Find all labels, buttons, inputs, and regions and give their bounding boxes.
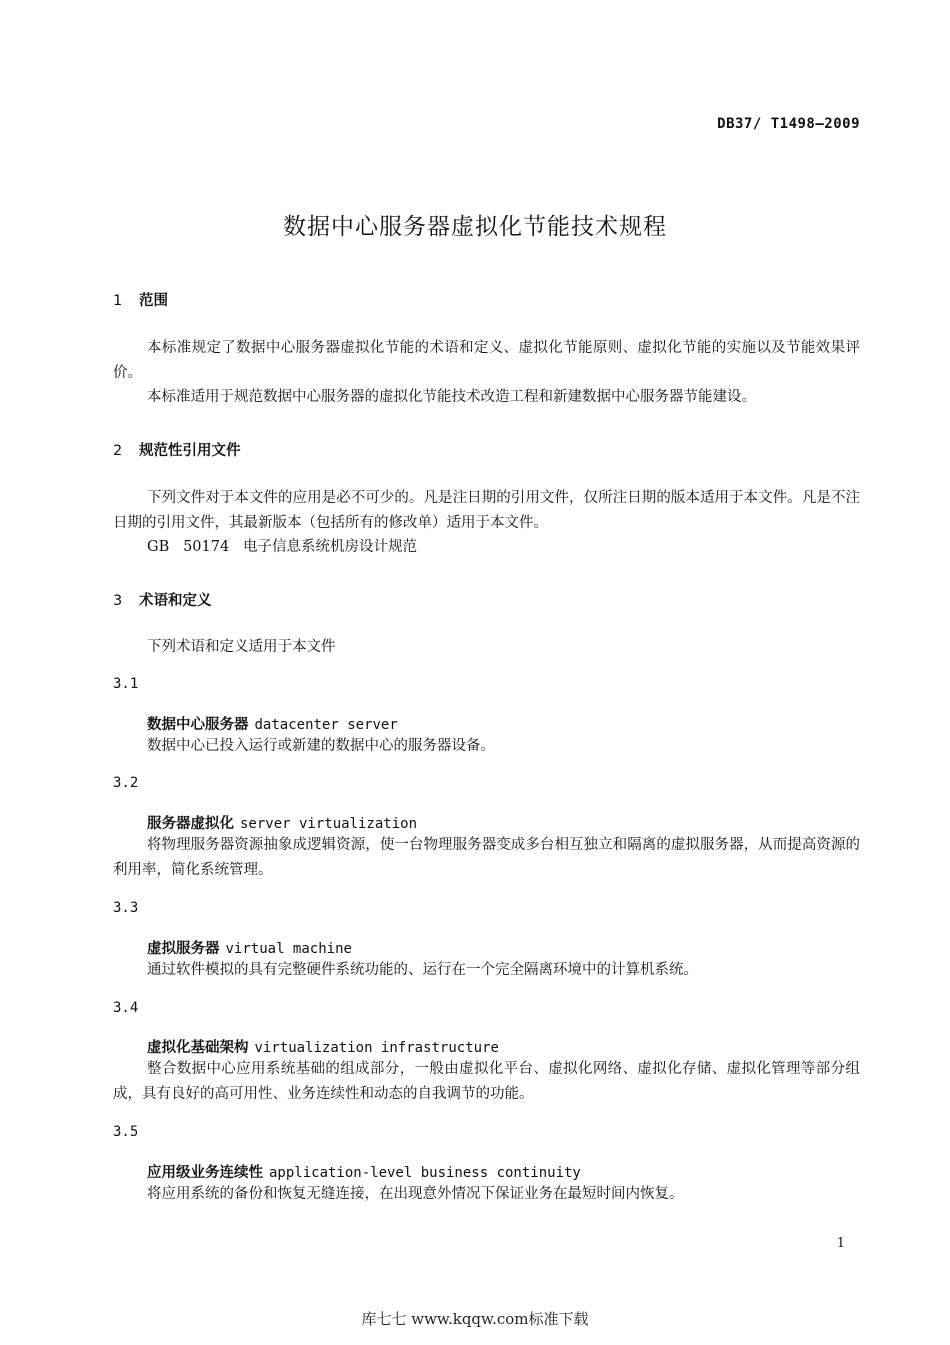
term-zh: 数据中心服务器 bbox=[147, 717, 249, 733]
scope-paragraph-2: 本标准适用于规范数据中心服务器的虚拟化节能技术改造工程和新建数据中心服务器节能建设。 bbox=[147, 389, 756, 405]
section-heading-scope bbox=[113, 289, 168, 310]
reference-gb50174: GB 50174 电子信息系统机房设计规范 bbox=[147, 539, 418, 555]
term-en: virtualization infrastructure bbox=[254, 1040, 499, 1056]
download-watermark: 库七七 www.kqqw.com标准下载 bbox=[361, 1310, 589, 1328]
clause-number: 3.5 bbox=[113, 1124, 139, 1140]
term-zh: 虚拟化基础架构 bbox=[147, 1040, 249, 1056]
term-heading bbox=[147, 1036, 499, 1057]
term-definition: 将应用系统的备份和恢复无缝连接，在出现意外情况下保证业务在最短时间内恢复。 bbox=[147, 1186, 684, 1202]
terms-intro: 下列术语和定义适用于本文件 bbox=[147, 639, 336, 655]
references-paragraph: 下列文件对于本文件的应用是必不可少的。凡是注日期的引用文件，仅所注日期的版本适用于本文件。凡是不注日期的引用文件，其最新版本（包括所有的修改单）适用于本文件。 bbox=[113, 490, 860, 531]
term-definition: 通过软件模拟的具有完整硬件系统功能的、运行在一个完全隔离环境中的计算机系统。 bbox=[147, 962, 698, 978]
term-en: application-level business continuity bbox=[269, 1165, 581, 1181]
clause-number: 3.2 bbox=[113, 775, 139, 791]
term-zh: 服务器虚拟化 bbox=[147, 816, 234, 832]
section-heading-normative-references bbox=[113, 439, 241, 460]
term-definition: 数据中心已投入运行或新建的数据中心的服务器设备。 bbox=[147, 738, 495, 754]
section-number: 2 bbox=[113, 443, 123, 459]
term-definition: 整合数据中心应用系统基础的组成部分，一般由虚拟化平台、虚拟化网络、虚拟化存储、虚拟化管理等部分组成，具有良好的高可用性、业务连续性和动态的自我调节的功能。 bbox=[113, 1061, 860, 1102]
section-title: 规范性引用文件 bbox=[139, 443, 241, 459]
page-number: 1 bbox=[836, 1236, 845, 1251]
term-en: datacenter server bbox=[254, 717, 398, 733]
term-heading bbox=[147, 713, 398, 734]
term-heading bbox=[147, 812, 417, 833]
document-title: 数据中心服务器虚拟化节能技术规程 bbox=[283, 214, 667, 240]
clause-number: 3.3 bbox=[113, 900, 139, 916]
term-en: virtual machine bbox=[225, 941, 352, 957]
term-heading bbox=[147, 1161, 581, 1182]
section-heading-terms bbox=[113, 589, 212, 610]
standard-code: DB37/ T1498—2009 bbox=[717, 116, 860, 132]
section-number: 1 bbox=[113, 293, 123, 309]
section-number: 3 bbox=[113, 593, 123, 609]
term-zh: 虚拟服务器 bbox=[147, 941, 220, 957]
section-title: 范围 bbox=[139, 293, 168, 309]
term-en: server virtualization bbox=[240, 816, 418, 832]
scope-paragraph-1: 本标准规定了数据中心服务器虚拟化节能的术语和定义、虚拟化节能原则、虚拟化节能的实施以及节能效果评价。 bbox=[113, 340, 860, 381]
term-heading bbox=[147, 937, 352, 958]
term-zh: 应用级业务连续性 bbox=[147, 1165, 263, 1181]
section-title: 术语和定义 bbox=[139, 593, 212, 609]
clause-number: 3.4 bbox=[113, 1000, 139, 1016]
term-definition: 将物理服务器资源抽象成逻辑资源，使一台物理服务器变成多台相互独立和隔离的虚拟服务器，从而提高资源的利用率，简化系统管理。 bbox=[113, 837, 860, 878]
clause-number: 3.1 bbox=[113, 676, 139, 692]
